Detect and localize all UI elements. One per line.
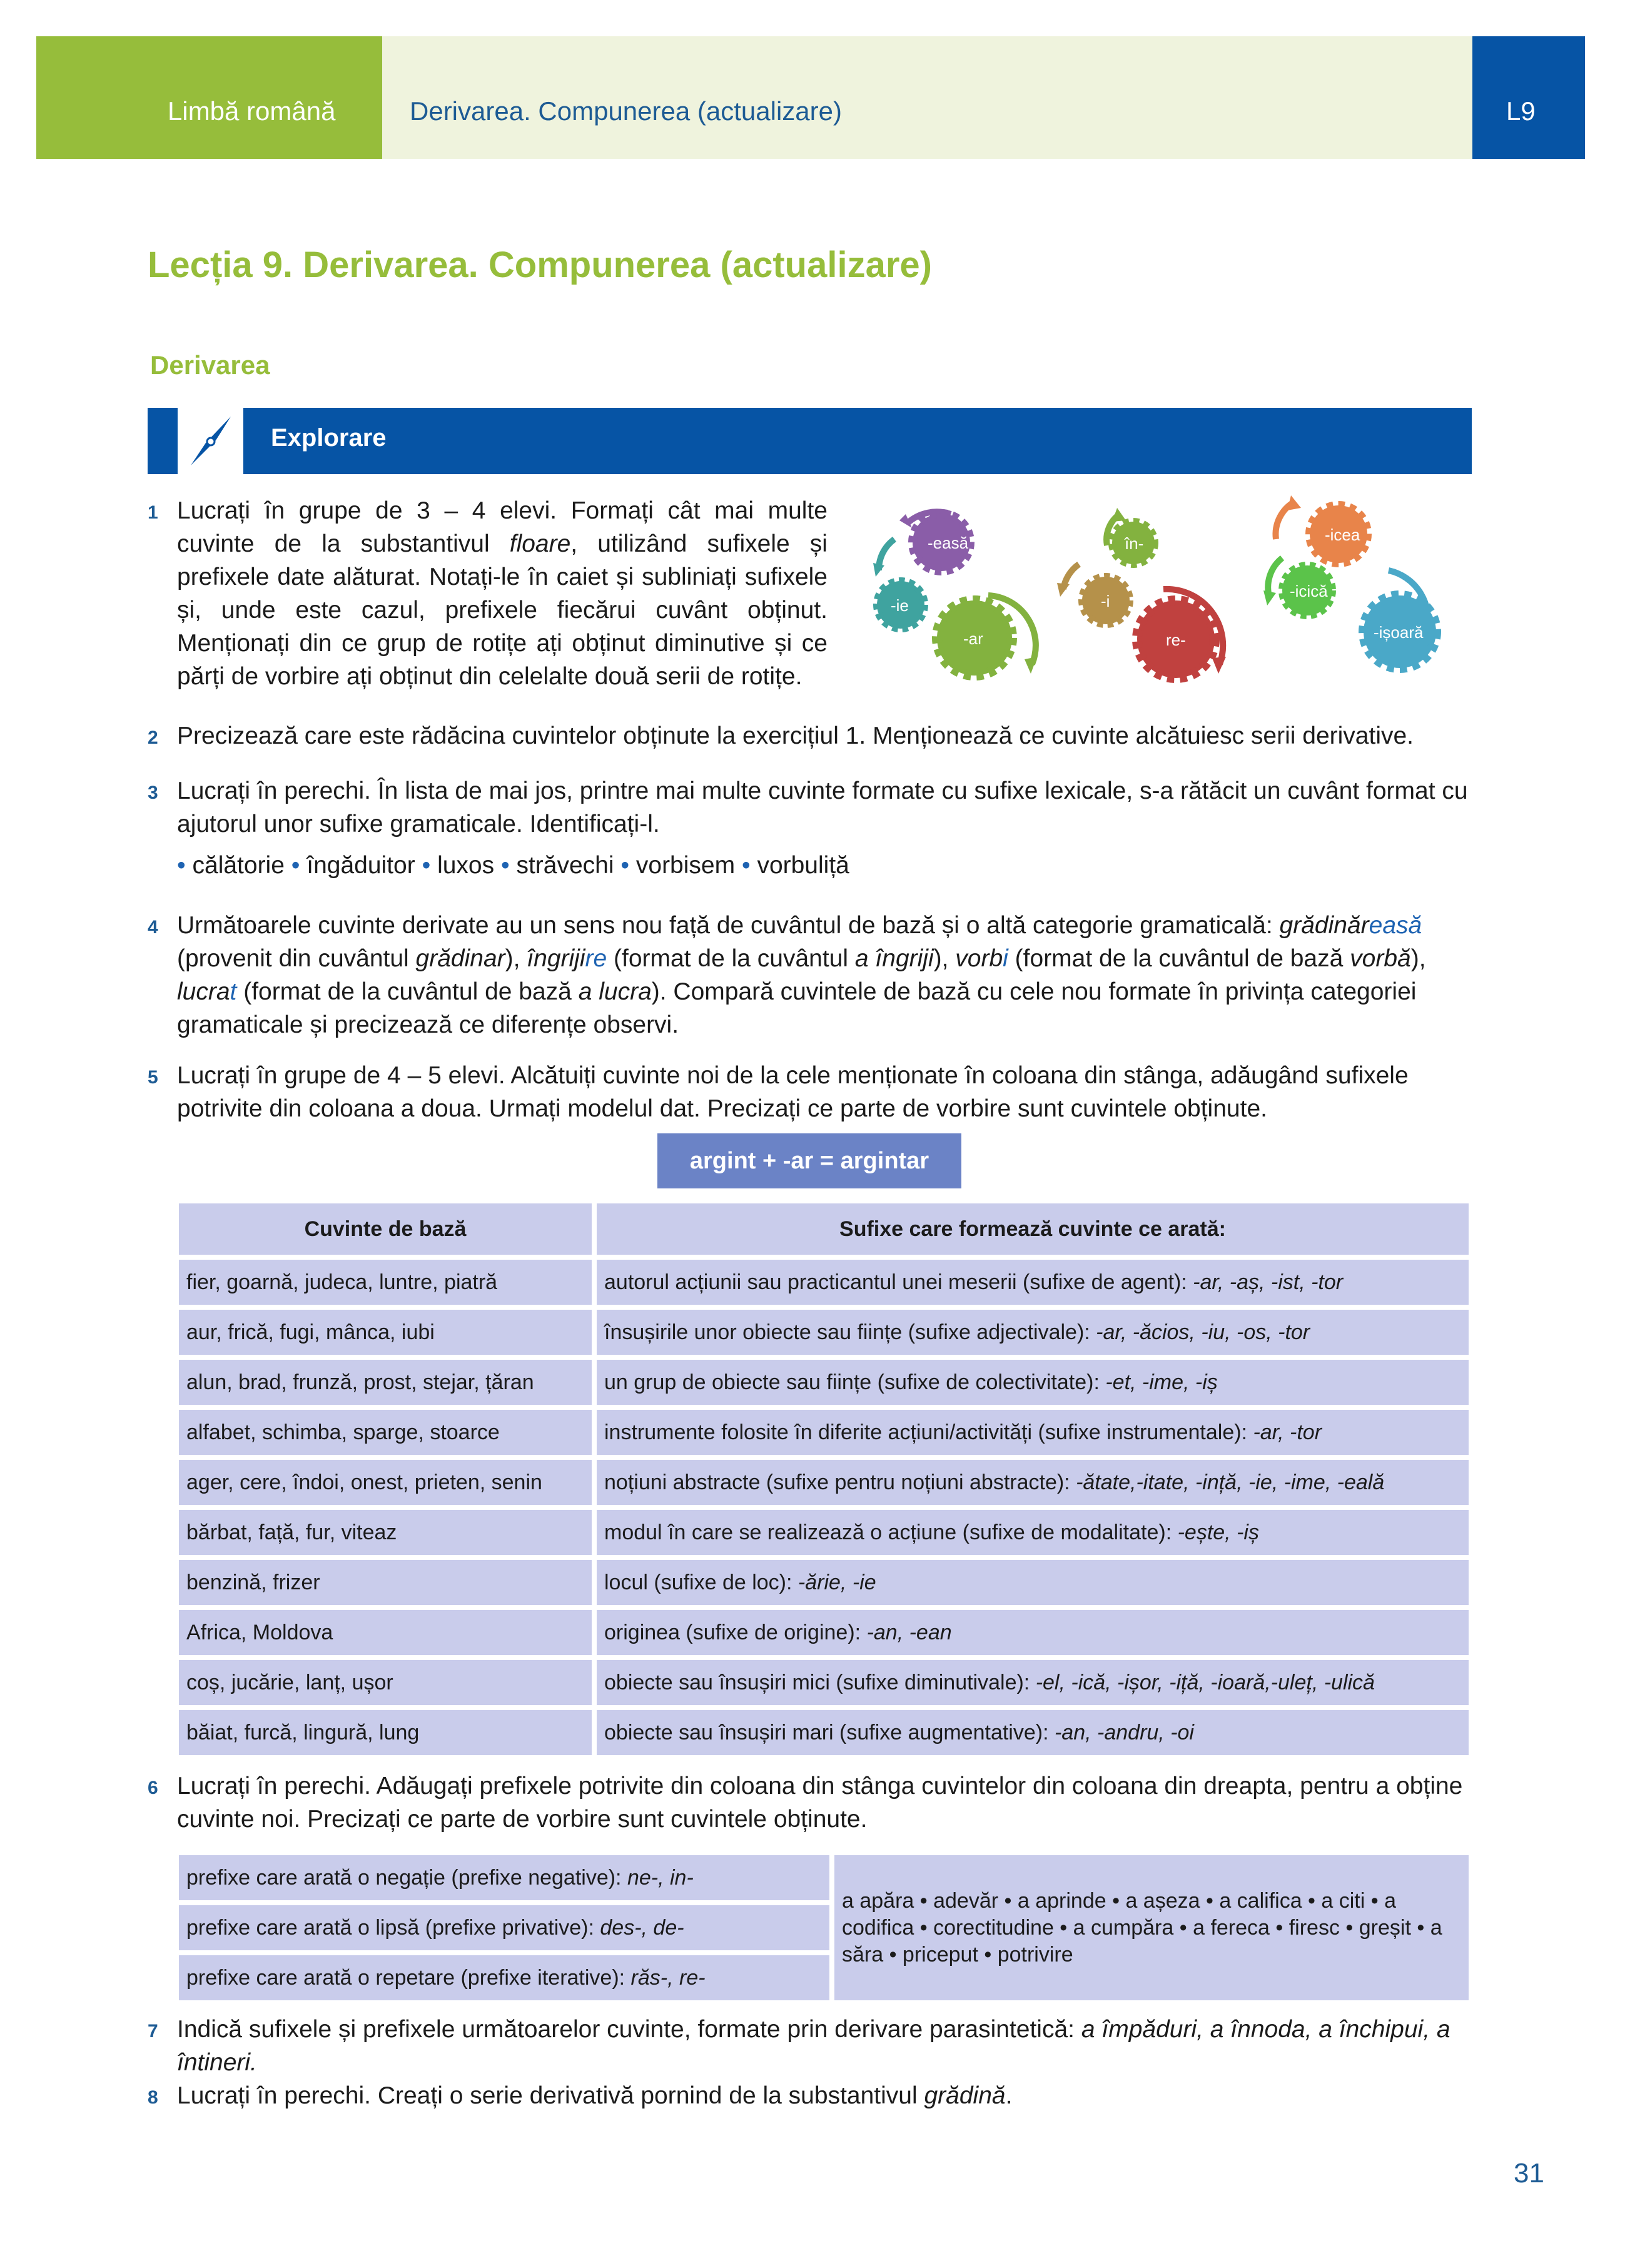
suffix-cell: locul (sufixe de loc): -ărie, -ie [597,1560,1469,1605]
gear-label: -icea [1325,525,1360,544]
lesson-title: Lecția 9. Derivarea. Compunerea (actualizare) [148,245,932,285]
gear-label: -ie [891,596,909,615]
base-words-cell: alun, brad, frunză, prost, stejar, țăran [179,1360,592,1405]
header-lesson-code: L9 [1506,96,1536,126]
gear-group-1 [873,512,1037,676]
list-item: vorbuliță [757,852,849,879]
section-heading: Derivarea [150,350,270,380]
gears-illustration [844,489,1476,696]
base-words-cell: ager, cere, îndoi, onest, prieten, senin [179,1460,592,1505]
gear-label: -easă [928,534,969,552]
prefix-cell: prefixe care arată o repetare (prefixe iterative): răs-, re- [179,1955,829,2000]
suffix-cell: autorul acțiunii sau practicantul unei meserii (sufixe de agent): -ar, -aș, -ist, -tor [597,1260,1469,1305]
exercise-2-text: Precizează care este rădăcina cuvintelor obținute la exercițiul 1. Menționează ce cuvinte alcătuiesc serii derivative. [177,722,1414,749]
list-item: călătorie [192,852,285,879]
gear-label: -ar [963,629,983,648]
exercise-1-text: Lucrați în grupe de 3 – 4 elevi. Formați cât mai multe cuvinte de la substantivul floare, utilizând sufixele și prefixele date alăturat. Notați-le în caiet și subliniați sufixele și, unde este cazul, prefixele fiecărui cuvânt obținut. Menționați din ce grup de rotițe ați obținut diminutive și ce părți de vorbire ați obținut din celelalte două serii de rotițe. [177,497,828,690]
exercise-5-text: Lucrați în grupe de 4 – 5 elevi. Alcătuiți cuvinte noi de la cele menționate în coloana din stânga, adăugând sufixele potrivite din coloana a doua. Urmați modelul dat. Precizați ce parte de vorbire sunt cuvintele obținute. [177,1062,1409,1122]
list-item: vorbisem [635,852,736,879]
table-row [179,1310,1469,1355]
exercise-number: 7 [148,2021,158,2042]
prefix-cell: prefixe care arată o lipsă (prefixe privative): des-, de- [179,1905,829,1950]
gear-label: -i [1101,592,1110,610]
base-words-cell: aur, frică, fugi, mânca, iubi [179,1310,592,1355]
table-row [179,1260,1469,1305]
model-example-box: argint + -ar = argintar [657,1133,961,1188]
column-header: Sufixe care formează cuvinte ce arată: [597,1203,1469,1255]
table-row [179,1610,1469,1655]
base-words-cell: bărbat, față, fur, viteaz [179,1510,592,1555]
gear-label: -icică [1290,582,1328,600]
base-words-cell: băiat, furcă, lingură, lung [179,1710,592,1755]
explorare-bar-stub [148,408,178,474]
suffix-table [174,1198,1474,1760]
exercise-3-text: Lucrați în perechi. În lista de mai jos, printre mai multe cuvinte formate cu sufixe lexicale, s-a rătăcit un cuvânt format cu ajutorul unor sufixe gramaticale. Identificați-l. [177,777,1468,838]
table-row [179,1510,1469,1555]
gear-label: re- [1166,630,1186,649]
gear-group-2 [1057,508,1226,678]
base-words-cell: benzină, frizer [179,1560,592,1605]
list-item: străvechi [516,852,614,879]
gear-group-3 [1263,495,1436,668]
table-header-row [179,1203,1469,1255]
exercise-4-text: Următoarele cuvinte derivate au un sens nou față de cuvântul de bază și o altă categorie gramaticală: grădinăreasă (provenit din cuvântul grădinar), îngrijire (format de la cuvântul a îngriji), vorbi (format de la cuvântul de bază vorbă), lucrat (format de la cuvântul de bază a lucra). Compară cuvintele de bază cu cele nou formate în privința categoriei gramaticale și precizează ce diferențe observi. [177,912,1426,1038]
table-row [179,1560,1469,1605]
exercise-7-text: Indică sufixele și prefixele următoarelor cuvinte, formate prin derivare parasintetică: a împăduri, a înnoda, a închipui, a întineri. [177,2016,1450,2076]
base-words-cell: coș, jucărie, lanț, ușor [179,1660,592,1705]
exercise-6-text: Lucrați în perechi. Adăugați prefixele potrivite din coloana din stânga cuvintelor din coloana din dreapta, pentru a obține cuvinte noi. Precizați ce parte de vorbire sunt cuvintele obținute. [177,1773,1463,1833]
table-row [179,1710,1469,1755]
suffix-cell: un grup de obiecte sau ființe (sufixe de colectivitate): -et, -ime, -iș [597,1360,1469,1405]
exercise-number: 5 [148,1067,158,1088]
prefix-table [174,1850,1474,2005]
exercise-3-word-list: • călătorie • îngăduitor • luxos • străvechi • vorbisem • vorbuliță [177,852,849,879]
exercise-8-text: Lucrați în perechi. Creați o serie derivativă pornind de la substantivul grădină. [177,2082,1013,2109]
gear-label: -ișoară [1374,623,1424,642]
suffix-cell: originea (sufixe de origine): -an, -ean [597,1610,1469,1655]
exercise-number: 1 [148,502,158,523]
explorare-bar [243,408,1472,474]
gear-label: în- [1125,534,1144,553]
table-row [179,1660,1469,1705]
suffix-cell: instrumente folosite în diferite acțiuni/activități (sufixe instrumentale): -ar, -tor [597,1410,1469,1455]
list-item: luxos [437,852,495,879]
page-number: 31 [1514,2158,1544,2189]
suffix-cell: obiecte sau însușiri mici (sufixe diminutivale): -el, -ică, -ișor, -iță, -ioară,-uleț, -ulică [597,1660,1469,1705]
table-row [179,1460,1469,1505]
base-words-cell: a apăra • adevăr • a aprinde • a așeza • a califica • a citi • a codifica • corectitudine • a cumpăra • a fereca • firesc • greșit • a săra • priceput • potrivire [834,1855,1469,2000]
compass-icon [180,408,242,474]
table-row [179,1855,1469,1900]
column-header: Cuvinte de bază [179,1203,592,1255]
exercise-number: 8 [148,2087,158,2108]
prefix-cell: prefixe care arată o negație (prefixe negative): ne-, in- [179,1855,829,1900]
suffix-cell: însușirile unor obiecte sau ființe (sufixe adjectivale): -ar, -ăcios, -iu, -os, -tor [597,1310,1469,1355]
header-subject: Limbă română [168,96,336,126]
exercise-number: 6 [148,1778,158,1798]
base-words-cell: Africa, Moldova [179,1610,592,1655]
table-row [179,1410,1469,1455]
suffix-cell: noțiuni abstracte (sufixe pentru noțiuni abstracte): -ătate,-itate, -ință, -ie, -ime, -eală [597,1460,1469,1505]
base-words-cell: alfabet, schimba, sparge, stoarce [179,1410,592,1455]
table-row [179,1360,1469,1405]
list-item: îngăduitor [306,852,415,879]
base-words-cell: fier, goarnă, judeca, luntre, piatră [179,1260,592,1305]
exercise-number: 4 [148,917,158,938]
exercise-number: 2 [148,727,158,748]
suffix-cell: obiecte sau însușiri mari (sufixe augmentative): -an, -andru, -oi [597,1710,1469,1755]
exercise-number: 3 [148,782,158,803]
suffix-cell: modul în care se realizează o acțiune (sufixe de modalitate): -ește, -iș [597,1510,1469,1555]
header-topic: Derivarea. Compunerea (actualizare) [410,96,842,126]
explorare-label: Explorare [271,424,387,452]
